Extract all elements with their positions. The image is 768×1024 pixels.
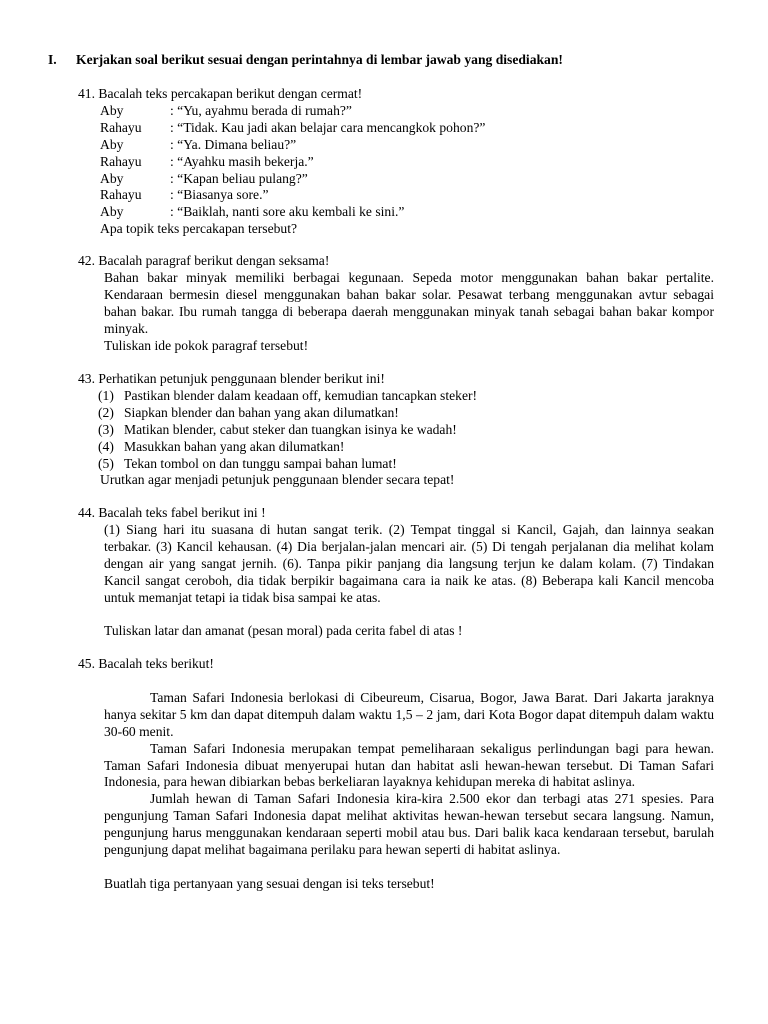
dialogue-line xyxy=(78,171,714,188)
step-number: (4) xyxy=(98,438,114,454)
question-45 xyxy=(78,656,714,893)
question-44 xyxy=(78,505,714,640)
step-text: Matikan blender, cabut steker dan tuangkan isinya ke wadah! xyxy=(124,421,457,437)
dialogue-text: : “Baiklah, nanti sore aku kembali ke sini.” xyxy=(170,204,405,220)
q44-question: Tuliskan latar dan amanat (pesan moral) pada cerita fabel di atas ! xyxy=(104,623,463,639)
step-item xyxy=(78,456,714,473)
q41-prompt: 41. Bacalah teks percakapan berikut dengan cermat! xyxy=(78,86,363,101)
q43-question: Urutkan agar menjadi petunjuk penggunaan blender secara tepat! xyxy=(100,472,455,488)
dialogue-speaker: Rahayu xyxy=(100,119,142,135)
question-41 xyxy=(78,86,714,238)
dialogue-line xyxy=(78,103,714,120)
step-number: (5) xyxy=(98,455,114,471)
step-item xyxy=(78,422,714,439)
section-heading xyxy=(48,52,563,69)
question-42 xyxy=(78,253,714,354)
step-text: Masukkan bahan yang akan dilumatkan! xyxy=(124,438,345,454)
dialogue-text: : “Ayahku masih bekerja.” xyxy=(170,153,314,169)
dialogue-speaker: Aby xyxy=(100,204,124,220)
dialogue-text: : “Kapan beliau pulang?” xyxy=(170,170,308,186)
q42-question: Tuliskan ide pokok paragraf tersebut! xyxy=(104,337,309,353)
dialogue-speaker: Aby xyxy=(100,136,124,152)
section-instruction: Kerjakan soal berikut sesuai dengan perintahnya di lembar jawab yang disediakan! xyxy=(76,52,563,67)
dialogue-line xyxy=(78,137,714,154)
dialogue-text: : “Biasanya sore.” xyxy=(170,187,269,203)
q41-dialogue xyxy=(78,103,714,221)
spacer xyxy=(78,859,714,876)
step-number: (3) xyxy=(98,421,114,437)
q44-paragraph: (1) Siang hari itu suasana di hutan sangat terik. (2) Tempat tinggal si Kancil, Gajah, dan lainnya seakan terbakar. (3) Kancil kehausan. (4) Dia berjalan-jalan mencari air. (5) Di tengah perjalanan dia melihat kolam dengan air yang sangat jernih. (6). Tanpa pikir panjang dia langsung terjun ke dalam kolam. (7) Tindakan Kancil sangat ceroboh, dia tidak berpikir bagaimana cara ia naik ke atas. (8) Beberapa kali Kancil mencoba untuk memanjat tetapi ia tidak bisa sampai ke atas. xyxy=(104,521,714,605)
step-number: (1) xyxy=(98,387,114,403)
dialogue-text: : “Tidak. Kau jadi akan belajar cara mencangkok pohon?” xyxy=(170,119,486,135)
dialogue-speaker: Aby xyxy=(100,170,124,186)
step-item xyxy=(78,439,714,456)
q42-prompt: 42. Bacalah paragraf berikut dengan seksama! xyxy=(78,253,330,268)
q45-paragraph: Taman Safari Indonesia berlokasi di Cibeureum, Cisarua, Bogor, Jawa Barat. Dari Jakarta jaraknya hanya sekitar 5 km dan dapat ditempuh dalam waktu 1,5 – 2 jam, dari Kota Bogor dapat ditempuh dalam waktu 30-60 menit. xyxy=(104,689,714,739)
dialogue-line xyxy=(78,154,714,171)
q45-paragraph: Jumlah hewan di Taman Safari Indonesia kira-kira 2.500 ekor dan terbagi atas 271 spesies. Para pengunjung Taman Safari Indonesia dapat melihat aktivitas hewan-hewan tersebut secara langsung. Namun, pengunjung harus menggunakan kendaraan seperti mobil atau bus. Dari balik kaca kendaraan tersebut, barulah pengunjung dapat melihat bagaimana perilaku para hewan seperti di habitat aslinya. xyxy=(104,791,714,858)
section-number: I. xyxy=(48,52,57,67)
q43-steps xyxy=(78,388,714,473)
spacer xyxy=(78,606,714,623)
q41-question: Apa topik teks percakapan tersebut? xyxy=(100,221,298,237)
step-text: Pastikan blender dalam keadaan off, kemudian tancapkan steker! xyxy=(124,387,478,403)
dialogue-speaker: Rahayu xyxy=(100,153,142,169)
dialogue-line xyxy=(78,204,714,221)
q43-prompt: 43. Perhatikan petunjuk penggunaan blender berikut ini! xyxy=(78,371,385,386)
step-number: (2) xyxy=(98,404,114,420)
q45-prompt: 45. Bacalah teks berikut! xyxy=(78,656,214,671)
q45-question: Buatlah tiga pertanyaan yang sesuai dengan isi teks tersebut! xyxy=(104,875,435,891)
question-43 xyxy=(78,371,714,489)
dialogue-speaker: Rahayu xyxy=(100,187,142,203)
q42-paragraph: Bahan bakar minyak memiliki berbagai kegunaan. Sepeda motor menggunakan bahan bakar pertalite. Kendaraan bermesin diesel menggunakan bahan bakar solar. Pesawat terbang menggunakan avtur sebagai bahan bakar. Ibu rumah tangga di beberapa daerah menggunakan minyak tanah sebagai bahan bakar kompor minyak. xyxy=(104,269,714,336)
dialogue-line xyxy=(78,187,714,204)
dialogue-text: : “Yu, ayahmu berada di rumah?” xyxy=(170,102,352,118)
spacer xyxy=(78,673,714,690)
dialogue-text: : “Ya. Dimana beliau?” xyxy=(170,136,297,152)
dialogue-line xyxy=(78,120,714,137)
step-item xyxy=(78,405,714,422)
step-item xyxy=(78,388,714,405)
step-text: Siapkan blender dan bahan yang akan dilumatkan! xyxy=(124,404,399,420)
q44-prompt: 44. Bacalah teks fabel berikut ini ! xyxy=(78,505,266,520)
dialogue-speaker: Aby xyxy=(100,102,124,118)
step-text: Tekan tombol on dan tunggu sampai bahan lumat! xyxy=(124,455,397,471)
q45-paragraph: Taman Safari Indonesia merupakan tempat pemeliharaan sekaligus perlindungan bagi para hewan. Taman Safari Indonesia dibuat menyerupai hutan dan habitat asli hewan-hewan tersebut. Di Taman Safari Indonesia, para hewan dibiarkan bebas berkeliaran layaknya kehidupan mereka di habitat aslinya. xyxy=(104,740,714,790)
